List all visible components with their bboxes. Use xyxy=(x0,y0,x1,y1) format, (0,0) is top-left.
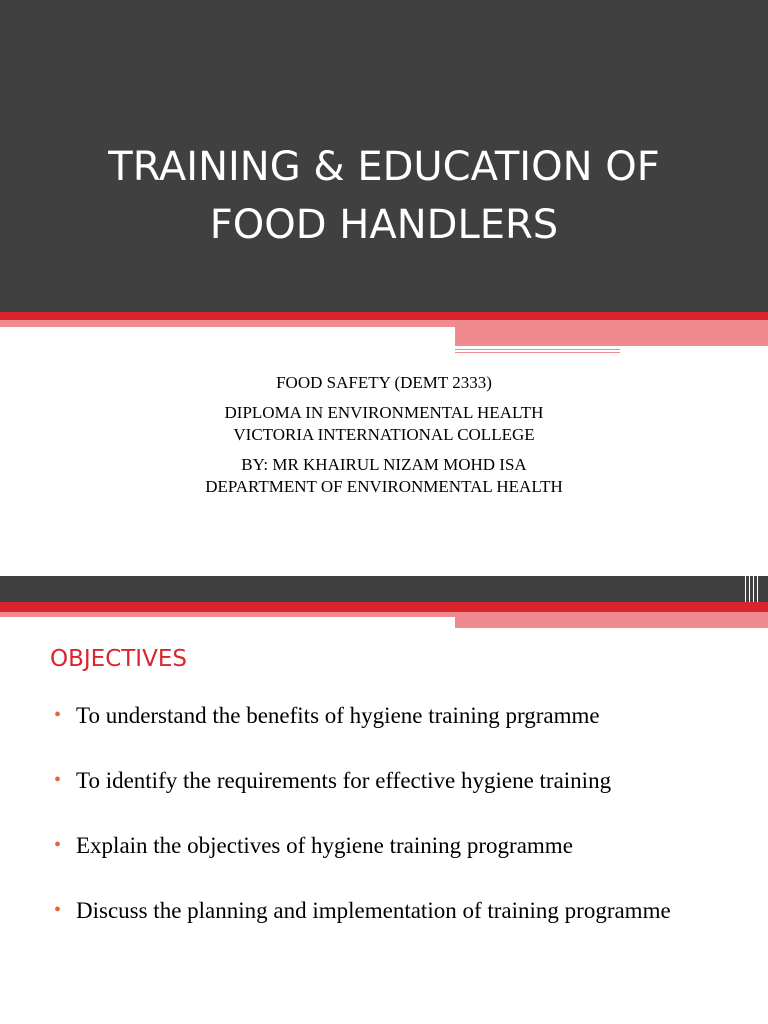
list-item-text: Discuss the planning and implementation of training programme xyxy=(76,898,671,923)
course-code: FOOD SAFETY (DEMT 2333) xyxy=(276,373,492,392)
list-item-text: To understand the benefits of hygiene training prgramme xyxy=(76,703,600,728)
objectives-list xyxy=(54,700,734,960)
objectives-heading: OBJECTIVES xyxy=(50,646,187,672)
list-item xyxy=(54,895,734,926)
thin-line-2 xyxy=(455,352,620,353)
bullet-icon: • xyxy=(54,899,62,921)
presenter-name: BY: MR KHAIRUL NIZAM MOHD ISA xyxy=(241,455,527,474)
list-item-text: Explain the objectives of hygiene training programme xyxy=(76,833,573,858)
program-name: DIPLOMA IN ENVIRONMENTAL HEALTH xyxy=(224,403,544,422)
department-name: DEPARTMENT OF ENVIRONMENTAL HEALTH xyxy=(205,477,563,496)
subtitle-block xyxy=(0,372,768,506)
bullet-icon: • xyxy=(54,704,62,726)
pink-block xyxy=(455,320,768,346)
thin-line-1 xyxy=(455,349,620,350)
objectives-slide xyxy=(0,576,768,1024)
list-item xyxy=(54,830,734,861)
list-item xyxy=(54,700,734,731)
pink-block xyxy=(455,612,768,628)
college-name: VICTORIA INTERNATIONAL COLLEGE xyxy=(233,425,535,444)
list-item xyxy=(54,765,734,796)
slide-title: TRAINING & EDUCATION OF FOOD HANDLERS xyxy=(108,144,660,248)
bullet-icon: • xyxy=(54,834,62,856)
header-band xyxy=(0,576,768,602)
list-item-text: To identify the requirements for effective hygiene training xyxy=(76,768,612,793)
bullet-icon: • xyxy=(54,769,62,791)
